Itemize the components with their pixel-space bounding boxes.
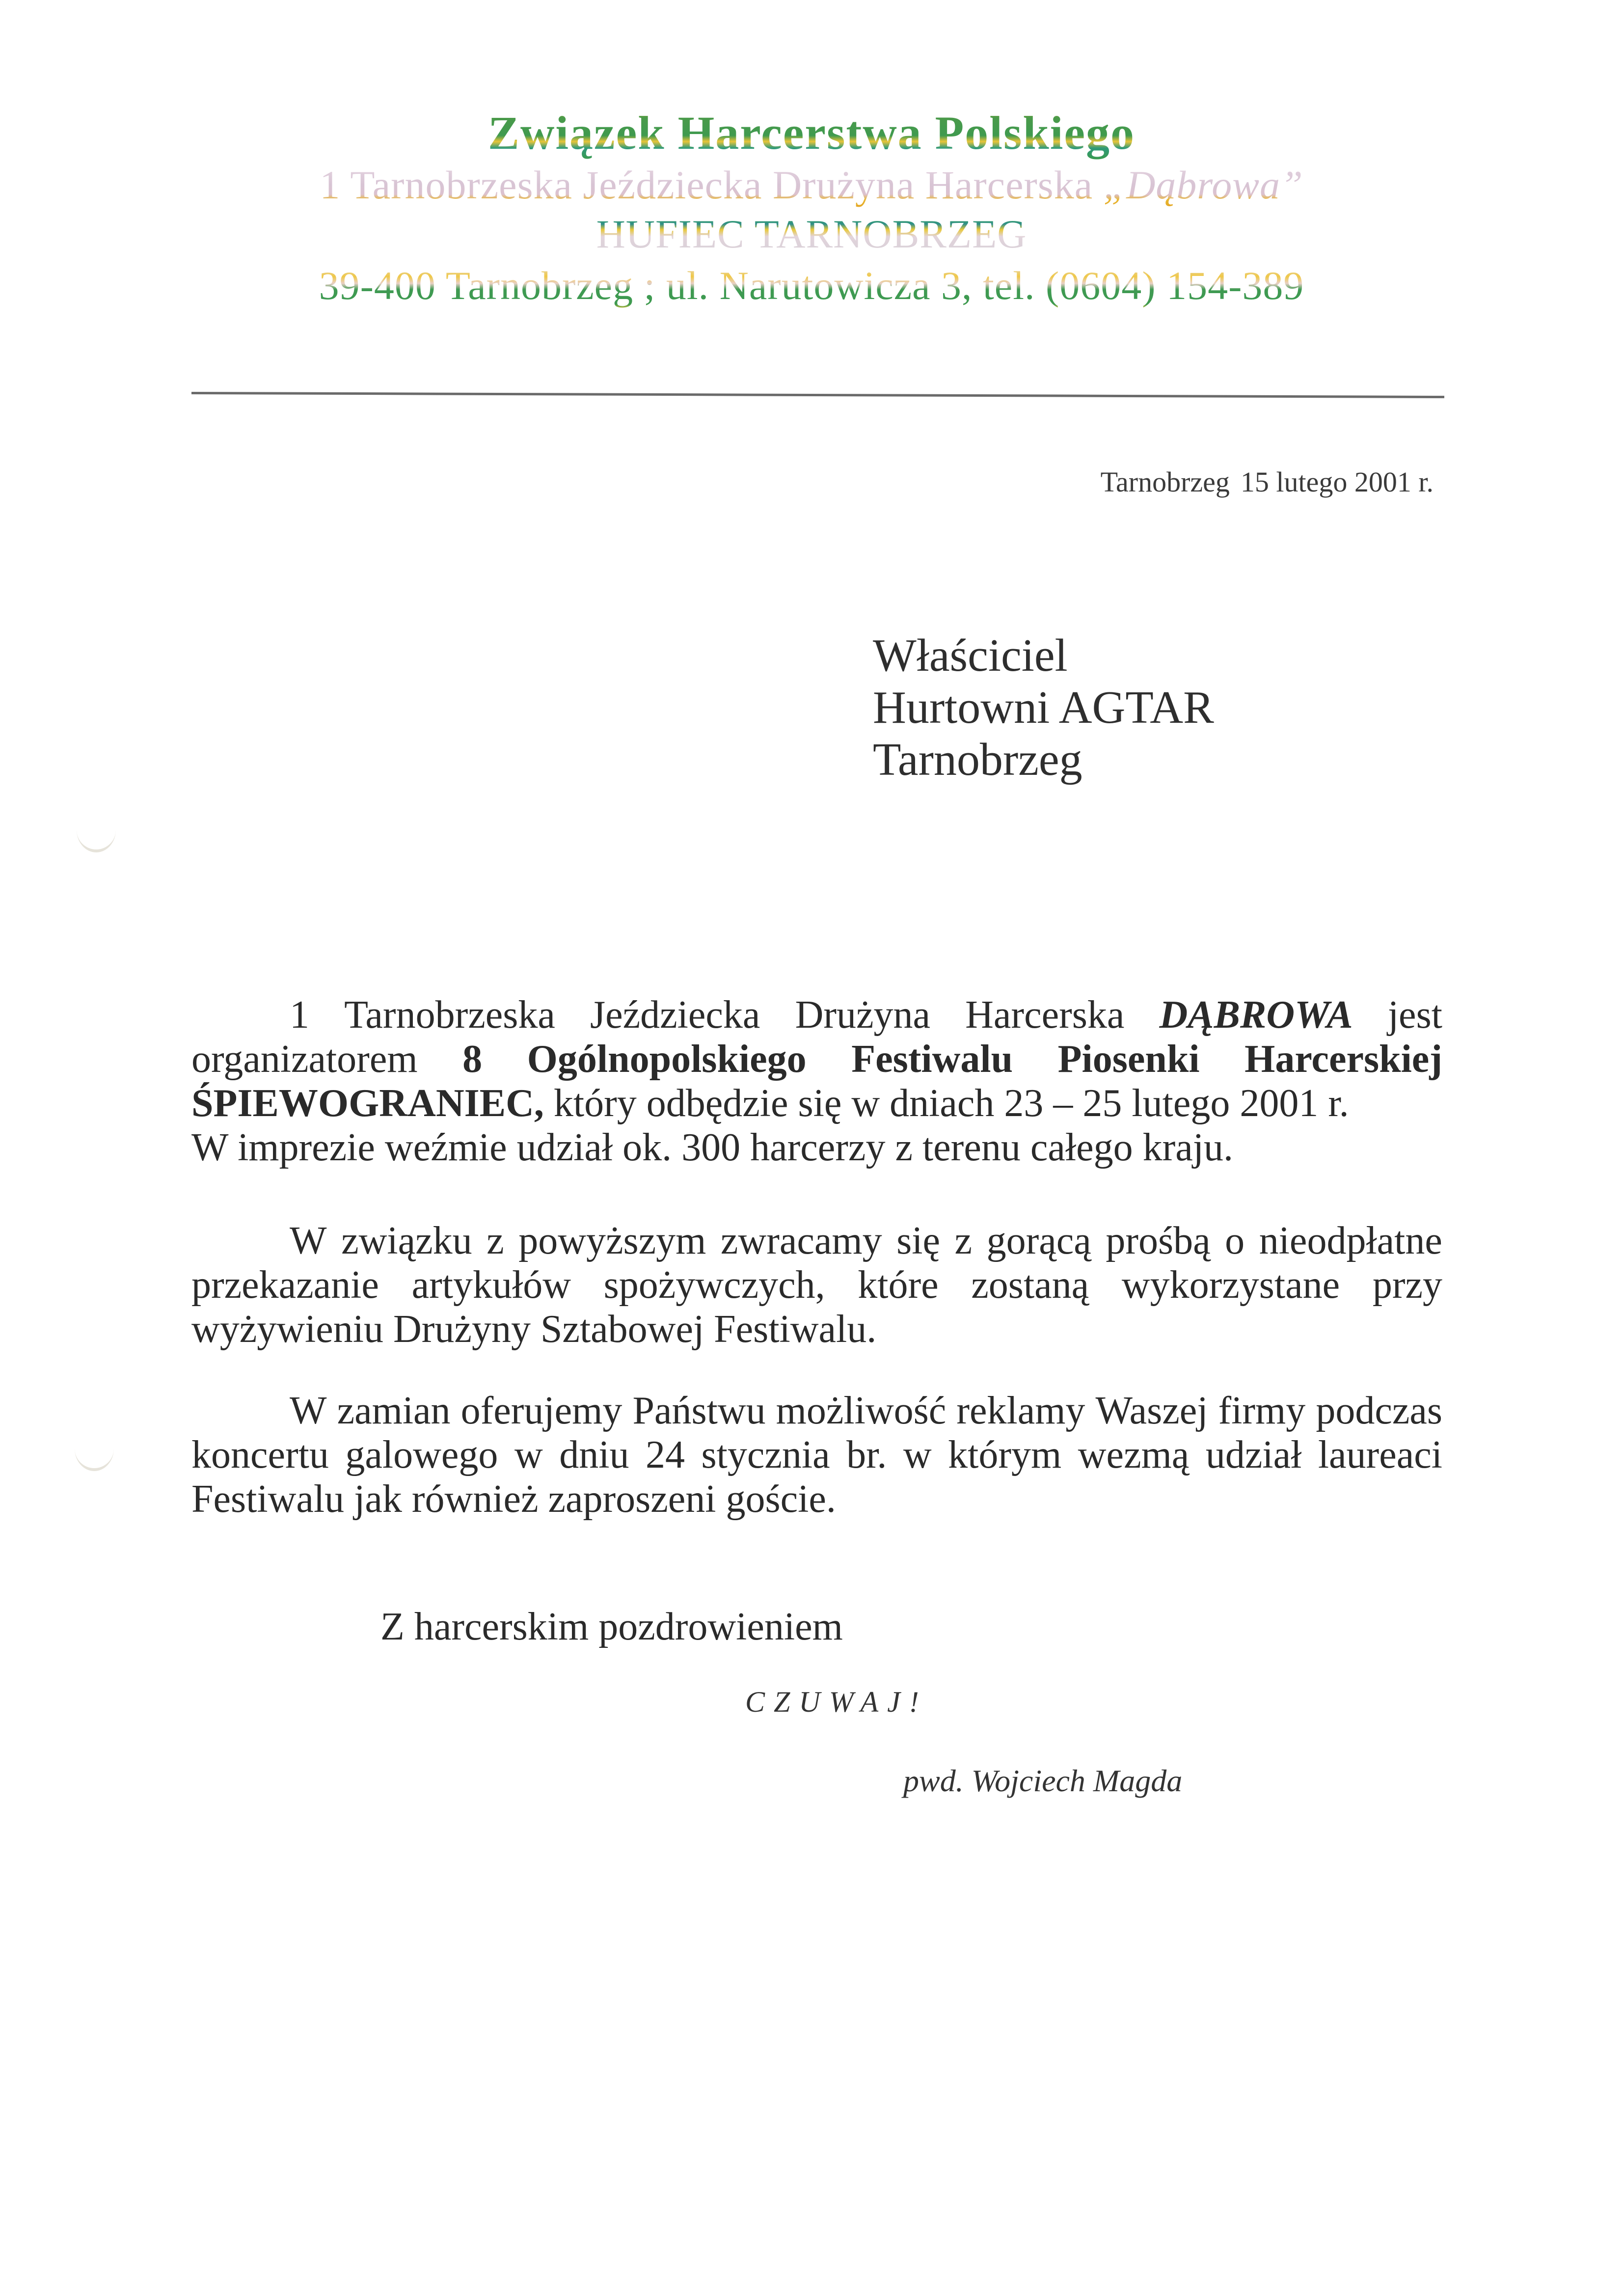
word: udział bbox=[1205, 1433, 1302, 1476]
paragraph-line bbox=[191, 1433, 1442, 1477]
paragraph-line: W imprezie weźmie udział ok. 300 harcerzy z terenu całego kraju. bbox=[191, 1126, 1233, 1169]
paragraph-line bbox=[191, 1037, 1442, 1081]
signature: pwd. Wojciech Magda bbox=[903, 1763, 1183, 1798]
recipient-line: Hurtowni AGTAR bbox=[873, 682, 1214, 733]
date-place: Tarnobrzeg bbox=[1100, 466, 1230, 498]
word: wykorzystane bbox=[1121, 1263, 1340, 1307]
word: artykułów bbox=[411, 1263, 571, 1307]
word: W bbox=[290, 1219, 327, 1262]
word: br. bbox=[846, 1433, 887, 1476]
word: W bbox=[290, 1389, 327, 1432]
word: gorącą bbox=[986, 1219, 1091, 1262]
body-paragraph-3 bbox=[191, 1389, 1442, 1521]
word: organizatorem bbox=[191, 1038, 418, 1081]
punch-hole-mark bbox=[77, 830, 116, 852]
word: jest bbox=[1387, 993, 1442, 1037]
word: Jeździecka bbox=[590, 993, 760, 1037]
word: podczas bbox=[1316, 1389, 1442, 1432]
paragraph-line bbox=[191, 1263, 1442, 1307]
letterhead-org-prefix: 1 Tarnobrzeska Jeździecka Drużyna Harcerska bbox=[320, 163, 1104, 207]
paragraph-line bbox=[191, 1081, 1442, 1125]
recipient-line: Tarnobrzeg bbox=[873, 734, 1082, 785]
word: Drużyna bbox=[795, 993, 930, 1037]
header-divider bbox=[191, 392, 1444, 398]
word: zamian bbox=[337, 1389, 451, 1432]
word: którym bbox=[948, 1433, 1062, 1476]
punch-hole-mark bbox=[75, 1449, 114, 1471]
word: Państwu bbox=[632, 1389, 766, 1432]
word: reklamy bbox=[956, 1389, 1085, 1432]
body-paragraph-2 bbox=[191, 1219, 1442, 1351]
word: w bbox=[903, 1433, 932, 1476]
word: dniu bbox=[559, 1433, 629, 1476]
letter-date bbox=[1101, 465, 1434, 498]
letterhead-org-name: „Dąbrowa” bbox=[1103, 163, 1303, 207]
word: galowego bbox=[345, 1433, 498, 1476]
date-value: 15 lutego 2001 r. bbox=[1240, 466, 1434, 498]
word: możliwość bbox=[776, 1389, 947, 1432]
word: Ogólnopolskiego bbox=[527, 1038, 807, 1081]
festival-name: ŚPIEWOGRANIEC, bbox=[191, 1082, 544, 1125]
word: które bbox=[858, 1263, 939, 1307]
paragraph-line bbox=[191, 1389, 1442, 1433]
paragraph-line: wyżywieniu Drużyny Sztabowej Festiwalu. bbox=[191, 1308, 877, 1351]
word: koncertu bbox=[191, 1433, 329, 1476]
letterhead-address: 39-400 Tarnobrzeg ; ul. Narutowicza 3, tel. (0604) 154-389 bbox=[0, 263, 1623, 309]
word: wezmą bbox=[1078, 1433, 1190, 1476]
paragraph-line bbox=[191, 1219, 1442, 1263]
word: Tarnobrzeska bbox=[344, 993, 555, 1037]
word: zwracamy bbox=[720, 1219, 882, 1262]
word: Festiwalu bbox=[851, 1038, 1013, 1081]
festival-dates: który odbędzie się w dniach 23 – 25 lutego 2001 r. bbox=[543, 1082, 1349, 1125]
word: Waszej bbox=[1095, 1389, 1208, 1432]
word: laureaci bbox=[1318, 1433, 1442, 1476]
word: stycznia bbox=[701, 1433, 830, 1476]
word: firmy bbox=[1218, 1389, 1306, 1432]
word: Harcerskiej bbox=[1244, 1038, 1442, 1081]
word: z bbox=[954, 1219, 973, 1262]
word: w bbox=[514, 1433, 543, 1476]
troop-name-emphasis: DĄBROWA bbox=[1159, 993, 1353, 1037]
word: związku bbox=[341, 1219, 472, 1262]
word: prośbą bbox=[1106, 1219, 1211, 1262]
letterhead-unit: HUFIEC TARNOBRZEG bbox=[0, 211, 1623, 257]
word: 24 bbox=[645, 1433, 685, 1476]
letterhead-title: Związek Harcerstwa Polskiego bbox=[0, 106, 1623, 160]
word: Piosenki bbox=[1057, 1038, 1200, 1081]
body-paragraph-1 bbox=[191, 993, 1442, 1170]
closing-greeting: Z harcerskim pozdrowieniem bbox=[380, 1605, 843, 1648]
word: nieodpłatne bbox=[1259, 1219, 1442, 1262]
word: powyższym bbox=[518, 1219, 706, 1262]
word: oferujemy bbox=[460, 1389, 622, 1432]
word: przekazanie bbox=[191, 1263, 379, 1307]
paragraph-line: Festiwalu jak również zaproszeni goście. bbox=[191, 1477, 836, 1521]
word: przy bbox=[1372, 1263, 1442, 1307]
word: 1 bbox=[290, 993, 309, 1037]
closing-motto: CZUWAJ! bbox=[745, 1686, 928, 1718]
word: zostaną bbox=[971, 1263, 1089, 1307]
word: spożywczych, bbox=[603, 1263, 825, 1307]
word: o bbox=[1225, 1219, 1245, 1262]
recipient-line: Właściciel bbox=[873, 630, 1068, 681]
word: Harcerska bbox=[965, 993, 1125, 1037]
word: z bbox=[487, 1219, 504, 1262]
word: się bbox=[896, 1219, 940, 1262]
letterhead-organization bbox=[0, 162, 1623, 208]
recipient-block bbox=[873, 629, 1214, 786]
paragraph-line bbox=[191, 993, 1442, 1037]
word: 8 bbox=[462, 1038, 483, 1081]
